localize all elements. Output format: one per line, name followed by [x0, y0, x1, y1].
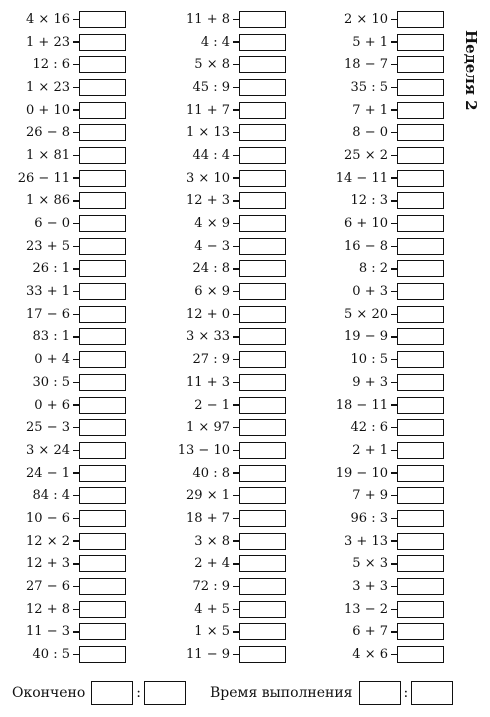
exercise-row: [160, 303, 290, 326]
exercise-expression: 3 × 8: [194, 533, 230, 549]
exercise-row: [0, 212, 130, 235]
answer-box[interactable]: [397, 487, 444, 504]
exercise-row: [0, 371, 130, 394]
exercise-expression: 13 − 2: [344, 601, 388, 617]
answer-box[interactable]: [239, 260, 286, 277]
exercise-expression: 4 : 4: [200, 34, 230, 50]
answer-box[interactable]: [79, 351, 126, 368]
answer-box[interactable]: [239, 238, 286, 255]
exercise-row: [0, 348, 130, 371]
exercise-row: [318, 416, 448, 439]
answer-box[interactable]: [79, 306, 126, 323]
exercise-expression: 23 + 5: [26, 238, 70, 254]
exercise-row: [0, 416, 130, 439]
exercise-row: [160, 235, 290, 258]
exercise-row: [318, 144, 448, 167]
exercise-row: [160, 575, 290, 598]
answer-box[interactable]: [397, 56, 444, 73]
answer-box[interactable]: [397, 510, 444, 527]
answer-box[interactable]: [79, 533, 126, 550]
exercise-row: [318, 348, 448, 371]
exercise-row: [0, 326, 130, 349]
exercise-expression: 5 × 8: [194, 57, 230, 73]
exercise-expression: 29 × 1: [186, 488, 230, 504]
exercise-expression: 2 + 4: [194, 556, 230, 572]
answer-box[interactable]: [239, 487, 286, 504]
answer-box[interactable]: [79, 192, 126, 209]
answer-box[interactable]: [239, 56, 286, 73]
exercise-expression: 1 + 23: [26, 34, 70, 50]
answer-box[interactable]: [239, 192, 286, 209]
exercise-expression: 12 + 3: [186, 193, 230, 209]
exercise-row: [318, 553, 448, 576]
exercise-row: [0, 31, 130, 54]
exercise-row: [318, 484, 448, 507]
exercise-row: [318, 258, 448, 281]
exercise-expression: 12 + 3: [26, 556, 70, 572]
time-minutes-box[interactable]: [359, 681, 401, 705]
exercise-row: [160, 371, 290, 394]
answer-box[interactable]: [239, 419, 286, 436]
exercise-row: [318, 303, 448, 326]
exercise-expression: 4 × 9: [194, 216, 230, 232]
exercise-row: [0, 190, 130, 213]
exercise-expression: 7 + 9: [352, 488, 388, 504]
exercise-expression: 1 × 97: [186, 420, 230, 436]
answer-box[interactable]: [239, 601, 286, 618]
answer-box[interactable]: [79, 283, 126, 300]
time-seconds-box[interactable]: [411, 681, 453, 705]
exercise-expression: 11 − 3: [26, 624, 70, 640]
exercise-row: [0, 394, 130, 417]
finished-hours-box[interactable]: [91, 681, 133, 705]
answer-box[interactable]: [397, 34, 444, 51]
exercise-expression: 12 + 8: [26, 601, 70, 617]
exercise-expression: 7 + 1: [352, 102, 388, 118]
answer-box[interactable]: [397, 533, 444, 550]
exercise-expression: 40 : 5: [32, 647, 70, 663]
week-label: Неделя 2: [462, 30, 480, 111]
exercise-expression: 12 + 0: [186, 306, 230, 322]
exercise-row: [160, 598, 290, 621]
exercise-row: [160, 326, 290, 349]
exercise-row: [318, 439, 448, 462]
exercise-expression: 3 × 33: [186, 329, 230, 345]
exercise-row: [0, 643, 130, 666]
exercise-row: [318, 326, 448, 349]
exercise-expression: 6 − 0: [34, 216, 70, 232]
answer-box[interactable]: [397, 578, 444, 595]
answer-box[interactable]: [397, 465, 444, 482]
answer-box[interactable]: [397, 79, 444, 96]
exercise-row: [160, 53, 290, 76]
exercise-row: [0, 121, 130, 144]
exercise-expression: 1 × 86: [26, 193, 70, 209]
exercise-expression: 5 × 3: [352, 556, 388, 572]
exercise-expression: 27 − 6: [26, 579, 70, 595]
answer-box[interactable]: [397, 192, 444, 209]
answer-box[interactable]: [79, 555, 126, 572]
exercise-row: [0, 462, 130, 485]
exercise-row: [0, 99, 130, 122]
exercise-expression: 0 + 3: [352, 284, 388, 300]
exercise-expression: 24 − 1: [26, 465, 70, 481]
exercise-expression: 6 × 9: [194, 284, 230, 300]
answer-box[interactable]: [239, 102, 286, 119]
exercise-row: [160, 212, 290, 235]
answer-box[interactable]: [239, 34, 286, 51]
exercise-expression: 11 + 8: [186, 11, 230, 27]
exercise-row: [318, 121, 448, 144]
answer-box[interactable]: [79, 623, 126, 640]
exercise-row: [160, 167, 290, 190]
answer-box[interactable]: [239, 147, 286, 164]
exercise-expression: 3 + 13: [344, 533, 388, 549]
exercise-row: [0, 507, 130, 530]
exercise-expression: 11 + 3: [186, 374, 230, 390]
exercise-row: [160, 144, 290, 167]
answer-box[interactable]: [397, 102, 444, 119]
exercise-expression: 10 : 5: [350, 352, 388, 368]
exercise-row: [160, 348, 290, 371]
answer-box[interactable]: [397, 306, 444, 323]
answer-box[interactable]: [79, 374, 126, 391]
answer-box[interactable]: [79, 215, 126, 232]
answer-box[interactable]: [79, 56, 126, 73]
answer-box[interactable]: [397, 623, 444, 640]
answer-box[interactable]: [79, 578, 126, 595]
exercise-row: [160, 258, 290, 281]
answer-box[interactable]: [397, 555, 444, 572]
answer-box[interactable]: [397, 646, 444, 663]
column-2: [160, 8, 290, 666]
exercise-expression: 3 × 10: [186, 170, 230, 186]
finished-label: Окончено: [12, 685, 86, 701]
answer-box[interactable]: [239, 351, 286, 368]
answer-box[interactable]: [79, 170, 126, 187]
exercise-row: [0, 76, 130, 99]
exercise-row: [0, 575, 130, 598]
answer-box[interactable]: [239, 374, 286, 391]
exercise-expression: 18 − 7: [344, 57, 388, 73]
exercise-expression: 1 × 5: [194, 624, 230, 640]
exercise-expression: 5 + 1: [352, 34, 388, 50]
exercise-expression: 2 − 1: [194, 397, 230, 413]
exercise-row: [160, 462, 290, 485]
answer-box[interactable]: [79, 487, 126, 504]
exercise-expression: 35 : 5: [350, 79, 388, 95]
exercise-expression: 96 : 3: [350, 510, 388, 526]
answer-box[interactable]: [79, 147, 126, 164]
answer-box[interactable]: [239, 578, 286, 595]
answer-box[interactable]: [239, 283, 286, 300]
exercise-expression: 10 − 6: [26, 510, 70, 526]
answer-box[interactable]: [397, 260, 444, 277]
exercise-row: [318, 507, 448, 530]
exercise-expression: 3 × 24: [26, 442, 70, 458]
answer-box[interactable]: [79, 646, 126, 663]
answer-box[interactable]: [79, 124, 126, 141]
answer-box[interactable]: [239, 124, 286, 141]
answer-box[interactable]: [239, 465, 286, 482]
exercise-expression: 33 + 1: [26, 284, 70, 300]
exercise-row: [0, 235, 130, 258]
exercise-expression: 5 × 20: [344, 306, 388, 322]
exercise-expression: 30 : 5: [32, 374, 70, 390]
exercise-row: [0, 167, 130, 190]
exercise-row: [160, 31, 290, 54]
answer-box[interactable]: [397, 283, 444, 300]
answer-box[interactable]: [239, 555, 286, 572]
exercise-row: [318, 643, 448, 666]
exercise-expression: 12 × 2: [26, 533, 70, 549]
exercise-expression: 0 + 4: [34, 352, 70, 368]
exercise-expression: 72 : 9: [192, 579, 230, 595]
exercise-expression: 19 − 10: [335, 465, 388, 481]
exercise-expression: 44 : 4: [192, 147, 230, 163]
answer-box[interactable]: [79, 328, 126, 345]
exercise-expression: 3 + 3: [352, 579, 388, 595]
exercise-expression: 4 × 16: [26, 11, 70, 27]
exercise-row: [0, 303, 130, 326]
exercise-row: [318, 31, 448, 54]
exercise-expression: 13 − 10: [177, 442, 230, 458]
answer-box[interactable]: [239, 623, 286, 640]
column-3: [318, 8, 448, 666]
answer-box[interactable]: [79, 79, 126, 96]
exercise-row: [0, 258, 130, 281]
exercise-expression: 1 × 23: [26, 79, 70, 95]
exercise-expression: 17 − 6: [26, 306, 70, 322]
exercise-row: [160, 8, 290, 31]
answer-box[interactable]: [397, 328, 444, 345]
answer-box[interactable]: [397, 11, 444, 28]
answer-box[interactable]: [397, 215, 444, 232]
exercise-expression: 9 + 3: [352, 374, 388, 390]
exercise-row: [318, 235, 448, 258]
exercise-expression: 2 × 10: [344, 11, 388, 27]
answer-box[interactable]: [79, 442, 126, 459]
exercise-row: [160, 121, 290, 144]
answer-box[interactable]: [79, 238, 126, 255]
finished-minutes-box[interactable]: [144, 681, 186, 705]
finished-separator: :: [136, 685, 142, 701]
exercise-expression: 1 × 81: [26, 147, 70, 163]
exercise-expression: 26 : 1: [32, 261, 70, 277]
time-separator: :: [403, 685, 409, 701]
column-1: [0, 8, 130, 666]
exercise-expression: 45 : 9: [192, 79, 230, 95]
exercise-row: [0, 280, 130, 303]
exercise-row: [318, 99, 448, 122]
exercise-expression: 24 : 8: [192, 261, 230, 277]
exercise-expression: 2 + 1: [352, 442, 388, 458]
exercise-row: [318, 394, 448, 417]
exercise-row: [160, 484, 290, 507]
answer-box[interactable]: [239, 306, 286, 323]
exercise-expression: 4 × 6: [352, 647, 388, 663]
exercise-expression: 26 − 8: [26, 125, 70, 141]
answer-box[interactable]: [239, 170, 286, 187]
exercise-row: [160, 76, 290, 99]
answer-box[interactable]: [239, 397, 286, 414]
answer-box[interactable]: [239, 646, 286, 663]
exercise-expression: 12 : 6: [32, 57, 70, 73]
exercise-expression: 11 + 7: [186, 102, 230, 118]
answer-box[interactable]: [79, 11, 126, 28]
answer-box[interactable]: [79, 465, 126, 482]
exercise-expression: 6 + 7: [352, 624, 388, 640]
answer-box[interactable]: [239, 442, 286, 459]
exercise-row: [0, 53, 130, 76]
exercise-row: [0, 621, 130, 644]
answer-box[interactable]: [239, 215, 286, 232]
exercise-row: [160, 439, 290, 462]
exercise-row: [160, 621, 290, 644]
exercise-row: [318, 371, 448, 394]
exercise-expression: 0 + 6: [34, 397, 70, 413]
exercise-expression: 84 : 4: [32, 488, 70, 504]
exercise-expression: 0 + 10: [26, 102, 70, 118]
exercise-expression: 25 × 2: [344, 147, 388, 163]
exercise-row: [0, 8, 130, 31]
exercise-row: [0, 553, 130, 576]
exercise-expression: 42 : 6: [350, 420, 388, 436]
answer-box[interactable]: [397, 601, 444, 618]
exercise-row: [318, 212, 448, 235]
exercise-row: [160, 280, 290, 303]
exercise-row: [318, 575, 448, 598]
exercise-expression: 11 − 9: [186, 647, 230, 663]
answer-box[interactable]: [79, 510, 126, 527]
exercise-row: [318, 530, 448, 553]
exercise-row: [160, 394, 290, 417]
exercise-row: [0, 439, 130, 462]
answer-box[interactable]: [397, 147, 444, 164]
exercise-row: [318, 8, 448, 31]
answer-box[interactable]: [239, 533, 286, 550]
exercise-expression: 1 × 13: [186, 125, 230, 141]
exercise-row: [160, 530, 290, 553]
exercise-row: [0, 144, 130, 167]
answer-box[interactable]: [397, 238, 444, 255]
exercise-expression: 16 − 8: [344, 238, 388, 254]
answer-box[interactable]: [397, 442, 444, 459]
answer-box[interactable]: [239, 328, 286, 345]
answer-box[interactable]: [397, 374, 444, 391]
exercise-expression: 19 − 9: [344, 329, 388, 345]
exercise-expression: 27 : 9: [192, 352, 230, 368]
exercise-row: [318, 190, 448, 213]
exercise-row: [160, 99, 290, 122]
exercise-expression: 18 + 7: [186, 510, 230, 526]
exercise-expression: 12 : 3: [350, 193, 388, 209]
exercise-row: [318, 621, 448, 644]
answer-box[interactable]: [79, 102, 126, 119]
exercise-row: [0, 598, 130, 621]
exercise-expression: 26 − 11: [17, 170, 70, 186]
answer-box[interactable]: [397, 124, 444, 141]
exercise-expression: 4 − 3: [194, 238, 230, 254]
exercise-expression: 40 : 8: [192, 465, 230, 481]
exercise-expression: 8 − 0: [352, 125, 388, 141]
answer-box[interactable]: [79, 260, 126, 277]
exercise-row: [160, 507, 290, 530]
exercise-expression: 4 + 5: [194, 601, 230, 617]
answer-box[interactable]: [79, 34, 126, 51]
exercise-row: [0, 484, 130, 507]
exercise-row: [0, 530, 130, 553]
exercise-expression: 8 : 2: [358, 261, 388, 277]
answer-box[interactable]: [397, 397, 444, 414]
exercise-row: [318, 598, 448, 621]
answer-box[interactable]: [397, 351, 444, 368]
exercise-row: [318, 53, 448, 76]
exercise-row: [160, 553, 290, 576]
exercise-expression: 83 : 1: [32, 329, 70, 345]
answer-box[interactable]: [239, 510, 286, 527]
exercise-row: [160, 190, 290, 213]
exercise-row: [318, 280, 448, 303]
answer-box[interactable]: [79, 397, 126, 414]
answer-box[interactable]: [79, 419, 126, 436]
exercise-row: [318, 76, 448, 99]
exercise-expression: 6 + 10: [344, 216, 388, 232]
time-label: Время выполнения: [210, 685, 353, 701]
exercise-row: [318, 462, 448, 485]
exercise-expression: 25 − 3: [26, 420, 70, 436]
answer-box[interactable]: [239, 79, 286, 96]
answer-box[interactable]: [239, 11, 286, 28]
answer-box[interactable]: [79, 601, 126, 618]
exercise-row: [160, 416, 290, 439]
exercise-row: [318, 167, 448, 190]
footer: [12, 680, 453, 706]
answer-box[interactable]: [397, 419, 444, 436]
exercise-expression: 14 − 11: [335, 170, 388, 186]
exercise-expression: 18 − 11: [335, 397, 388, 413]
exercise-row: [160, 643, 290, 666]
answer-box[interactable]: [397, 170, 444, 187]
